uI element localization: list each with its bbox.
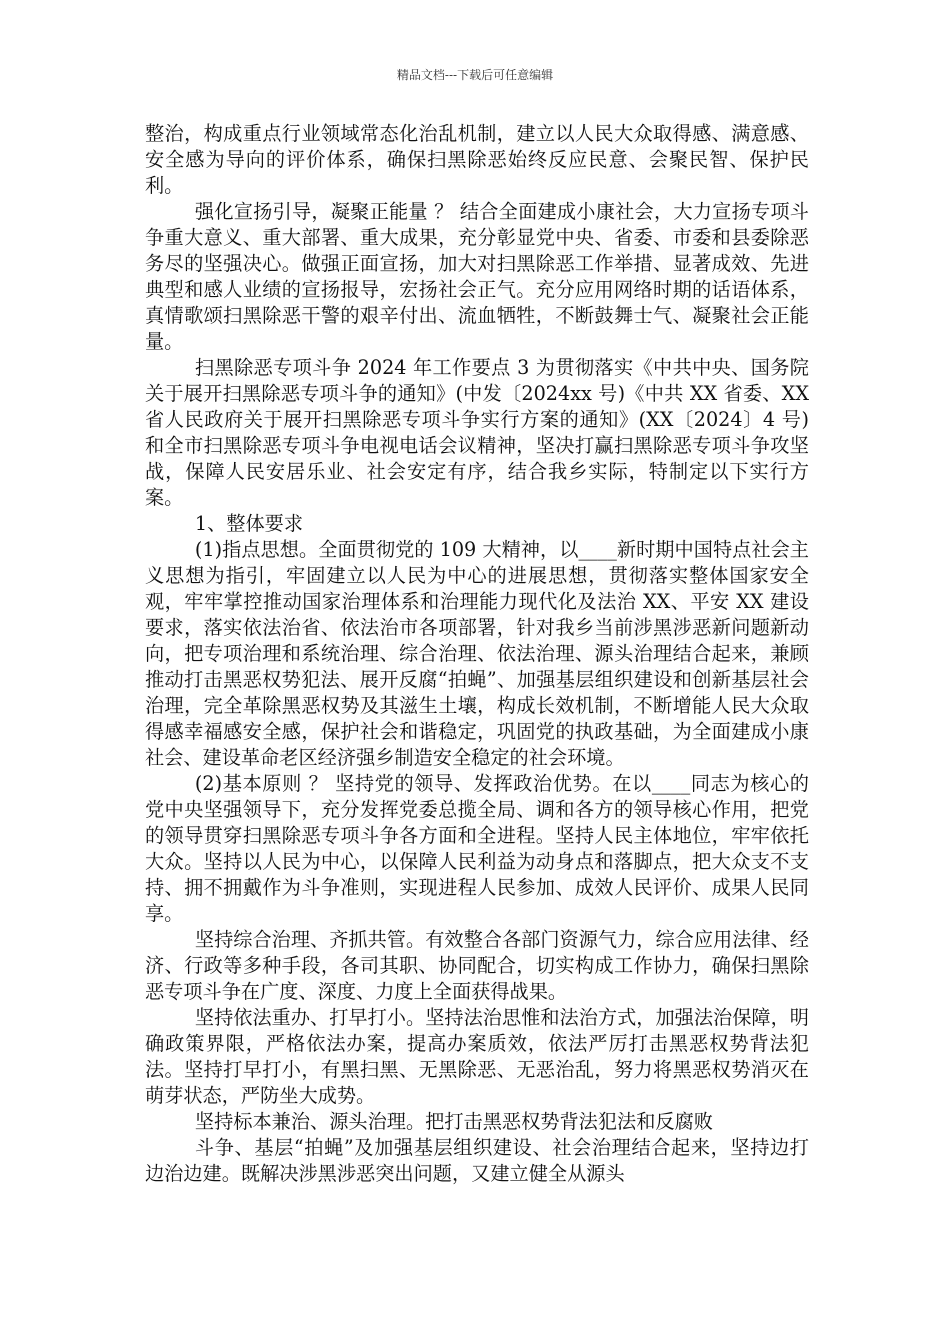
document-body (145, 121, 809, 1187)
paragraph-continuation: 斗争、基层“拍蝇”及加强基层组织建设、社会治理结合起来，坚持边打边治边建。既解决涉黑涉恶突出问题，又建立健全从源头 (145, 1136, 809, 1185)
paragraph-guiding-thought: (1)指点思想。全面贯彻党的 109 大精神，以____新时期中国特点社会主义思想为指引，牢固建立以人民为中心的进展思想，贯彻落实整体国家安全观，牢牢掌控推动国家治理体系和治理能力现代化及法治 XX、平安 XX 建设要求，落实依法治省、依法治市各项部署，针对我乡当前涉黑涉恶新问题新动向，把专项治理和系统治理、综合治理、依法治理、源头治理结合起来，兼顾推动打击黑恶权势犯法、展开反腐“拍蝇”、加强基层组织建设和创新基层社会治理，完全革除黑恶权势及其滋生土壤，构成长效机制，不断增能人民大众取得感幸福感安全感，保护社会和谐稳定，巩固党的执政基础，为全面建成小康社会、建设革命老区经济强乡制造安全稳定的社会环境。 (145, 538, 809, 769)
paragraph-1: 整治，构成重点行业领域常态化治乱机制，建立以人民大众取得感、满意感、安全感为导向的评价体系，确保扫黑除恶始终反应民意、会聚民智、保护民利。 (145, 122, 809, 197)
paragraph-comprehensive-governance: 坚持综合治理、齐抓共管。有效整合各部门资源气力，综合应用法律、经济、行政等多种手段，各司其职、协同配合，切实构成工作协力，确保扫黑除恶专项斗争在广度、深度、力度上全面获得战果。 (145, 928, 809, 1003)
paragraph-root-causes: 坚持标本兼治、源头治理。把打击黑恶权势背法犯法和反腐败 (194, 1110, 713, 1133)
section-heading: 1、整体要求 (194, 512, 304, 535)
paragraph-2: 强化宣扬引导，凝聚正能量 ？ 结合全面建成小康社会，大力宣扬专项斗争重大意义、重大部署、重大成果，充分彰显党中央、省委、市委和县委除恶务尽的坚强决心。做强正面宣扬，加大对扫黑除恶工作举措、显著成效、先进典型和感人业绩的宣扬报导，宏扬社会正气。充分应用网络时期的话语体系，真情歌颂扫黑除恶干警的艰辛付出、流血牺牲，不断鼓舞士气、凝聚社会正能量。 (145, 200, 809, 353)
paragraph-3: 扫黑除恶专项斗争 2024 年工作要点 3 为贯彻落实《中共中央、国务院关于展开扫黑除恶专项斗争的通知》(中发〔2024xx 号)《中共 XX 省委、XX 省人民政府关于展开扫黑除恶专项斗争实行方案的通知》(XX〔2024〕4 号)和全市扫黑除恶专项斗争电视电话会议精神，坚决打赢扫黑除恶专项斗争攻坚战，保障人民安居乐业、社会安定有序，结合我乡实际，特制定以下实行方案。 (145, 356, 809, 509)
paragraph-law-based: 坚持依法重办、打早打小。坚持法治思惟和法治方式，加强法治保障，明确政策界限，严格依法办案，提高办案质效，依法严厉打击黑恶权势背法犯法。坚持打早打小，有黑扫黑、无黑除恶、无恶治乱，努力将黑恶权势消灭在萌芽状态，严防坐大成势。 (145, 1006, 809, 1107)
page-header: 精品文档---下载后可任意编辑 (396, 68, 554, 82)
paragraph-basic-principles: (2)基本原则 ？ 坚持党的领导、发挥政治优势。在以____同志为核心的党中央坚强领导下，充分发挥党委总揽全局、调和各方的领导核心作用，把党的领导贯穿扫黑除恶专项斗争各方面和全进程。坚持人民主体地位，牢牢依托大众。坚持以人民为中心，以保障人民利益为动身点和落脚点，把大众支不支持、拥不拥戴作为斗争准则，实现进程人民参加、成效人民评价、成果人民同享。 (145, 772, 809, 925)
